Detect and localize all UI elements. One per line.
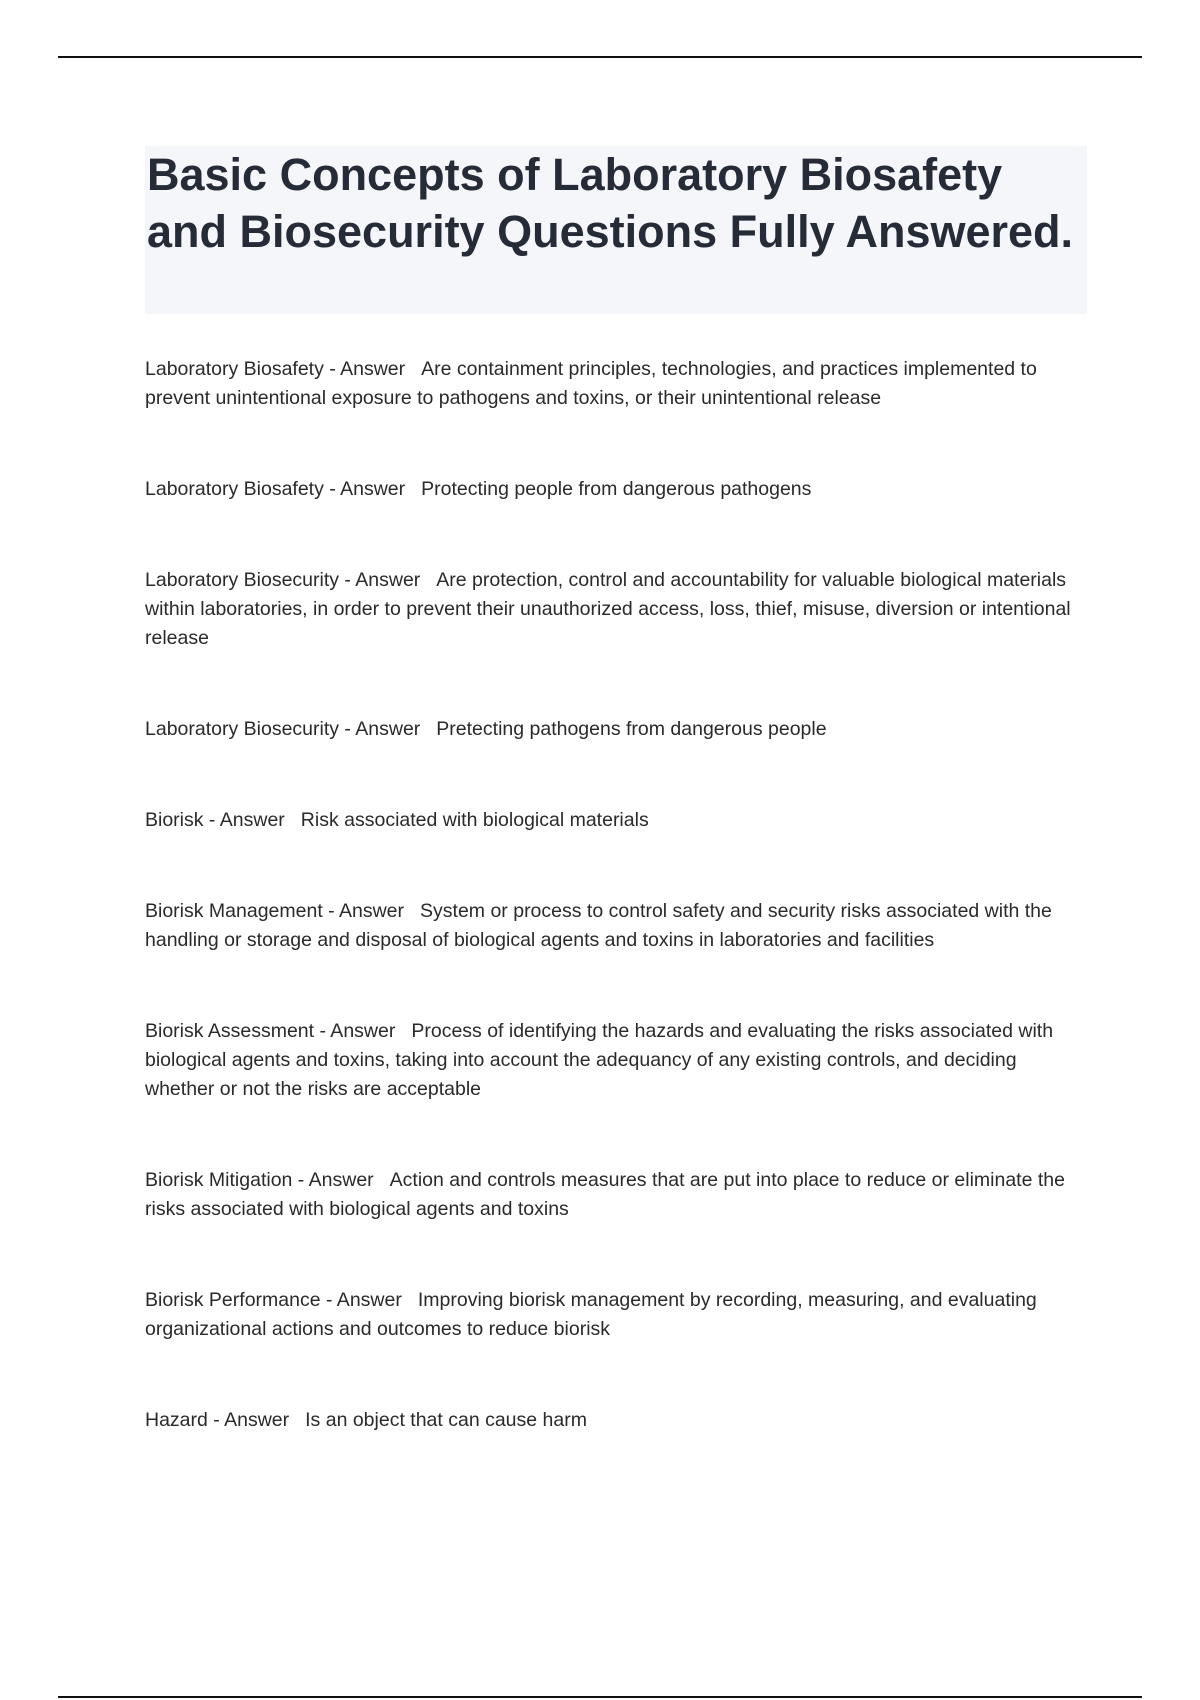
footer-rule [58,1696,1142,1698]
qa-entry [145,897,1089,955]
qa-entry [145,806,1089,835]
qa-answer: Process of identifying the hazards and evaluating the risks associated with biological agents and toxins, taking into account the adequancy of any existing controls, and deciding whether or not the risks are acceptable [145,1020,1054,1100]
qa-term: Biorisk Assessment - Answer [145,1020,396,1042]
page-title: Basic Concepts of Laboratory Biosafety and Biosecurity Questions Fully Answered. [147,149,1074,257]
qa-answer: Are protection, control and accountability for valuable biological materials within laboratories, in order to prevent their unauthorized access, loss, thief, misuse, diversion or intentional release [145,569,1071,649]
qa-term: Hazard - Answer [145,1409,290,1431]
qa-term: Laboratory Biosecurity - Answer [145,569,421,591]
qa-entry [145,715,1089,744]
qa-term: Laboratory Biosafety - Answer [145,478,406,500]
qa-list [145,355,1089,1497]
qa-term: Biorisk Mitigation - Answer [145,1169,374,1191]
qa-answer: Pretecting pathogens from dangerous people [436,718,827,740]
qa-entry [145,1286,1089,1344]
qa-answer: System or process to control safety and security risks associated with the handling or storage and disposal of biological agents and toxins in laboratories and facilities [145,900,1052,951]
qa-entry [145,1166,1089,1224]
qa-answer: Are containment principles, technologies, and practices implemented to prevent unintentional exposure to pathogens and toxins, or their unintentional release [145,358,1037,409]
qa-term: Biorisk Performance - Answer [145,1289,402,1311]
title-banner [145,146,1087,314]
qa-term: Biorisk Management - Answer [145,900,405,922]
header-rule [58,56,1142,58]
qa-term: Laboratory Biosecurity - Answer [145,718,421,740]
qa-entry [145,1406,1089,1435]
qa-answer: Protecting people from dangerous pathogens [421,478,812,500]
qa-entry [145,475,1089,504]
qa-entry [145,355,1089,413]
qa-answer: Action and controls measures that are put into place to reduce or eliminate the risks associated with biological agents and toxins [145,1169,1065,1220]
qa-answer: Improving biorisk management by recording, measuring, and evaluating organizational actions and outcomes to reduce biorisk [145,1289,1037,1340]
qa-term: Biorisk - Answer [145,809,285,831]
qa-term: Laboratory Biosafety - Answer [145,358,406,380]
qa-entry [145,1017,1089,1104]
qa-answer: Risk associated with biological materials [300,809,649,831]
qa-answer: Is an object that can cause harm [305,1409,587,1431]
qa-entry [145,566,1089,653]
